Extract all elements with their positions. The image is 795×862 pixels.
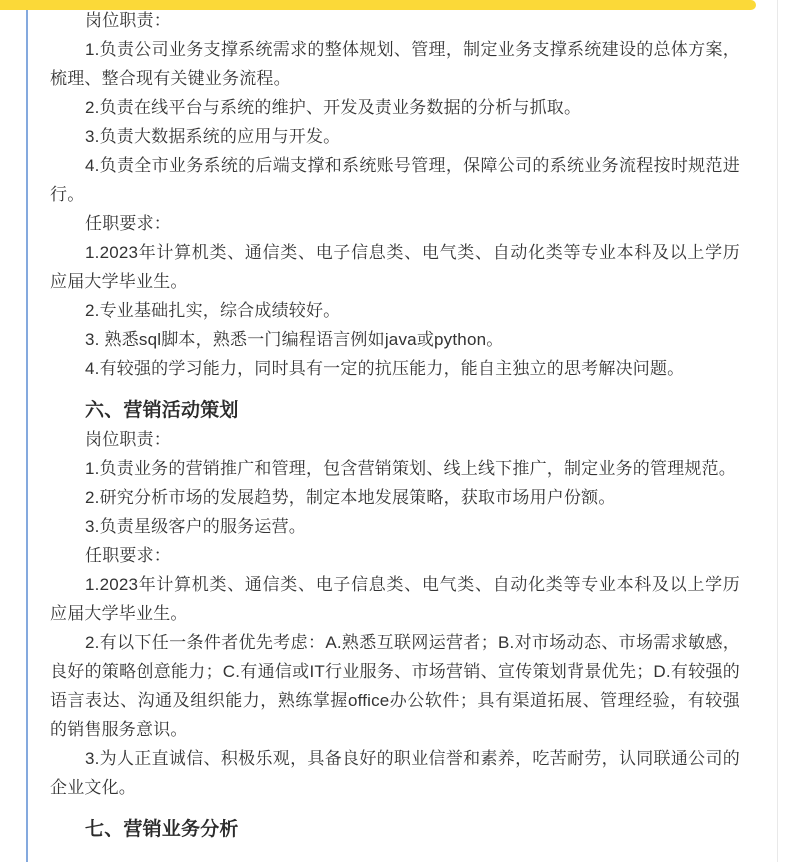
para-duty-3: 3.负责大数据系统的应用与开发。: [85, 127, 341, 146]
section-heading-six: 六、营销活动策划: [85, 400, 239, 421]
para-requirement-4: 4.有较强的学习能力，同时具有一定的抗压能力，能自主独立的思考解决问题。: [85, 359, 685, 378]
para-requirements-label: 任职要求：: [85, 214, 171, 233]
para-requirement-3: 3.为人正直诚信、积极乐观，具备良好的职业信誉和素养，吃苦耐劳，认同联通公司的企业文化。: [50, 749, 740, 797]
para-requirement-1: 1.2023年计算机类、通信类、电子信息类、电气类、自动化类等专业本科及以上学历应届大学毕业生。: [50, 575, 740, 623]
para-requirement-3: 3. 熟悉sql脚本，熟悉一门编程语言例如java或python。: [85, 330, 504, 349]
para-requirement-1: 1.2023年计算机类、通信类、电子信息类、电气类、自动化类等专业本科及以上学历应届大学毕业生。: [50, 243, 740, 291]
left-border-line: [26, 10, 28, 862]
para-requirement-2: 2.有以下任一条件者优先考虑：A.熟悉互联网运营者；B.对市场动态、市场需求敏感，良好的策略创意能力；C.有通信或IT行业服务、市场营销、宣传策划背景优先；D.有较强的语言表达、沟通及组织能力，熟练掌握office办公软件；具有渠道拓展、管理经验，有较强的销售服务意识。: [50, 633, 740, 739]
para-requirement-2: 2.专业基础扎实，综合成绩较好。: [85, 301, 341, 320]
para-duty-1: 1.负责业务的营销推广和管理，包含营销策划、线上线下推广，制定业务的管理规范。: [85, 459, 736, 478]
yellow-accent-bar: [0, 0, 756, 10]
para-duty-2: 2.负责在线平台与系统的维护、开发及责业务数据的分析与抓取。: [85, 98, 582, 117]
para-duty-4: 4.负责全市业务系统的后端支撑和系统账号管理，保障公司的系统业务流程按时规范进行。: [50, 156, 740, 204]
para-duties-label: 岗位职责：: [85, 11, 171, 30]
para-duty-2: 2.研究分析市场的发展趋势，制定本地发展策略，获取市场用户份额。: [85, 488, 616, 507]
para-duty-1: 1.负责公司业务支撑系统需求的整体规划、管理，制定业务支撑系统建设的总体方案，梳理、整合现有关键业务流程。: [50, 40, 740, 88]
section-heading-seven: 七、营销业务分析: [85, 819, 239, 840]
document-content: [50, 6, 740, 844]
para-requirements-label: 任职要求：: [85, 546, 171, 565]
para-duty-3: 3.负责星级客户的服务运营。: [85, 517, 306, 536]
right-border-line: [777, 0, 778, 862]
para-duties-label: 岗位职责：: [85, 430, 171, 449]
